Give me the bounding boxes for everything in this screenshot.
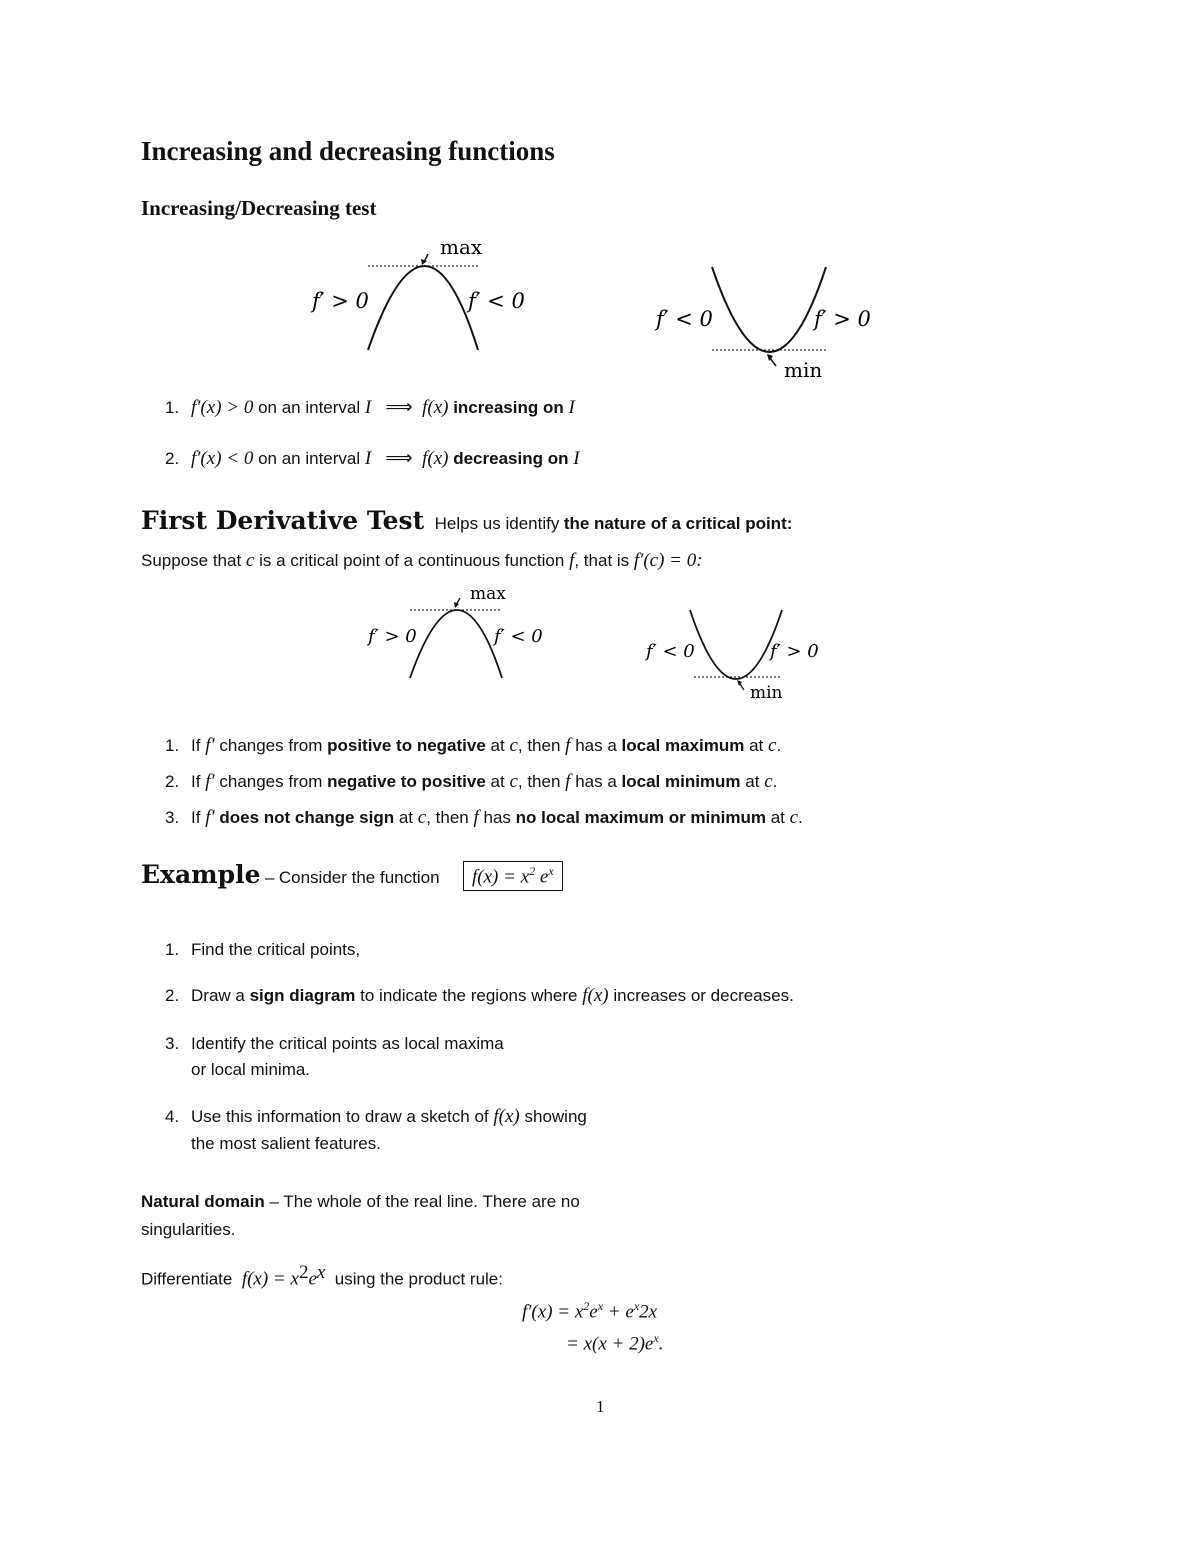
- text: If: [191, 808, 201, 827]
- eq-term: + e: [603, 1301, 634, 1323]
- dash: –: [264, 868, 275, 887]
- step-text: or local minima.: [191, 1060, 311, 1079]
- item-number: 1.: [165, 940, 180, 959]
- function-text: e: [308, 1268, 317, 1290]
- differentiate-line: [141, 1262, 503, 1291]
- interval-symbol: I: [573, 448, 580, 469]
- c-symbol: c: [509, 735, 518, 756]
- bold-text: negative to positive: [327, 772, 486, 791]
- bold-text: local maximum: [621, 736, 745, 755]
- min-curve: [690, 610, 782, 679]
- fdt-item-1: [165, 735, 781, 757]
- page-number: 1: [596, 1397, 605, 1416]
- text: at: [770, 808, 785, 827]
- max-curve: [410, 610, 502, 678]
- item-number: 1.: [165, 398, 180, 417]
- max-label: max: [440, 235, 483, 259]
- fp-pos-label: f′ > 0: [312, 289, 369, 313]
- text: at: [398, 808, 414, 827]
- interval-symbol: I: [364, 397, 372, 418]
- eq-term: 2x: [639, 1301, 658, 1323]
- equation: f′(c) = 0:: [633, 550, 703, 571]
- test-item-2: [165, 447, 580, 470]
- fp-neg-label-2: f′ < 0: [656, 307, 713, 331]
- item-number: 2.: [165, 772, 180, 791]
- exponent: x: [653, 1331, 659, 1345]
- function-text: f(x) = x: [241, 1268, 299, 1290]
- min-label: min: [750, 683, 783, 703]
- step-text: the most salient features.: [191, 1134, 381, 1153]
- fx: f(x): [422, 397, 449, 418]
- text: using the product rule:: [334, 1269, 503, 1289]
- f-symbol: f: [569, 550, 575, 571]
- eq-term: = x(x + 2)e: [566, 1333, 654, 1355]
- fdt-helps: Helps us identify: [434, 514, 560, 533]
- text: If: [191, 772, 201, 791]
- item-number: 2.: [165, 986, 180, 1005]
- c-symbol: c: [768, 735, 777, 756]
- fdt-item-3: [165, 807, 803, 829]
- exponent: x: [548, 864, 554, 878]
- text: Differentiate: [141, 1269, 233, 1289]
- f-symbol: f: [565, 735, 571, 756]
- step-text: increases or decreases.: [613, 986, 794, 1005]
- implies-symbol: ⟹: [385, 397, 413, 418]
- c-symbol: c: [764, 771, 773, 792]
- min-curve: [712, 267, 826, 352]
- derivative-line-1: [522, 1299, 657, 1323]
- text: has a: [575, 736, 617, 755]
- interval-symbol: I: [364, 448, 372, 469]
- step-text: Find the critical points,: [191, 940, 361, 959]
- fdt-heading: First Derivative Test: [141, 506, 425, 535]
- function-text: f(x) = x: [472, 866, 530, 888]
- fdt-suppose: [141, 550, 703, 572]
- text: has: [483, 808, 511, 827]
- page-title: Increasing and decreasing functions: [141, 136, 555, 166]
- derivative-line-2: [566, 1331, 663, 1355]
- c-symbol: c: [789, 807, 799, 828]
- min-parabola-graph-2: [644, 610, 819, 703]
- example-heading: Example: [141, 860, 261, 889]
- condition: f′(x) > 0: [191, 397, 254, 418]
- fp-pos-label-2: f′ > 0: [814, 307, 871, 331]
- function-text: e: [535, 866, 549, 888]
- f-symbol: f: [565, 771, 571, 792]
- fdt-item-2: [165, 771, 777, 793]
- eq-term: e: [589, 1301, 598, 1323]
- text: , then: [517, 736, 561, 755]
- fx: f(x): [582, 985, 609, 1006]
- test-item-1: [165, 396, 575, 419]
- bold-text: no local maximum or minimum: [515, 808, 766, 827]
- fdt-nature: the nature of a critical point:: [563, 514, 793, 533]
- max-parabola-graph: [310, 235, 525, 350]
- min-label: min: [784, 358, 823, 382]
- example-heading-line: [141, 860, 440, 889]
- item-number: 4.: [165, 1107, 180, 1126]
- step-text: Draw a: [191, 986, 245, 1005]
- item-text: on an interval: [258, 449, 361, 468]
- text: has a: [575, 772, 617, 791]
- text: If: [191, 736, 201, 755]
- example-function-box: [463, 861, 563, 891]
- text: changes from: [219, 736, 323, 755]
- fp-pos-label-2: f′ > 0: [770, 641, 819, 662]
- implies-symbol: ⟹: [385, 448, 413, 469]
- min-arrow: [770, 358, 776, 366]
- fdt-heading-line: [141, 506, 792, 535]
- max-parabola-graph-2: [366, 584, 543, 678]
- item-number: 3.: [165, 808, 180, 827]
- c-symbol: c: [245, 550, 255, 571]
- natural-domain: [141, 1188, 580, 1244]
- eq-term: .: [658, 1333, 664, 1355]
- fprime-symbol: f′: [205, 807, 215, 828]
- text: , then: [426, 808, 469, 827]
- text: , that is: [574, 551, 630, 570]
- text: .: [772, 772, 778, 791]
- text: is a critical point of a continuous function: [259, 551, 565, 570]
- fx: f(x): [422, 448, 449, 469]
- eq-term: x: [574, 1301, 584, 1323]
- fdt-graphs: [360, 580, 840, 705]
- item-text: on an interval: [258, 398, 361, 417]
- step-text: showing: [524, 1107, 587, 1126]
- step-text: to indicate the regions where: [360, 986, 578, 1005]
- max-label: max: [470, 584, 506, 604]
- step-3: [165, 1031, 504, 1083]
- consider-text: Consider the function: [278, 868, 440, 887]
- text: .: [798, 808, 803, 827]
- fp-neg-label: f′ < 0: [494, 626, 543, 647]
- fprime-symbol: f′: [205, 735, 215, 756]
- exponent: x: [633, 1299, 640, 1313]
- text: at: [745, 772, 760, 791]
- interval-symbol: I: [568, 397, 575, 418]
- fp-neg-label-2: f′ < 0: [646, 641, 695, 662]
- step-2: [165, 985, 794, 1007]
- exponent: x: [316, 1262, 326, 1283]
- exponent: 2: [529, 864, 536, 878]
- c-symbol: c: [417, 807, 427, 828]
- min-parabola-graph: [654, 267, 871, 382]
- section-subtitle: Increasing/Decreasing test: [141, 196, 377, 220]
- result-text: increasing on: [453, 398, 564, 417]
- f-symbol: f: [473, 807, 479, 828]
- exponent: 2: [298, 1262, 309, 1283]
- item-number: 3.: [165, 1034, 180, 1053]
- exponent: x: [597, 1299, 604, 1313]
- text: changes from: [219, 772, 323, 791]
- item-number: 1.: [165, 736, 180, 755]
- fp-neg-label: f′ < 0: [468, 289, 525, 313]
- inc-dec-graphs: [300, 232, 900, 382]
- text: at: [490, 772, 505, 791]
- eq-lhs: f′(x) =: [522, 1301, 571, 1323]
- step-text: Identify the critical points as local maxima: [191, 1034, 504, 1053]
- text: .: [776, 736, 782, 755]
- bold-text: positive to negative: [327, 736, 486, 755]
- c-symbol: c: [509, 771, 518, 792]
- bold-text: sign diagram: [249, 986, 356, 1005]
- result-text: decreasing on: [453, 449, 569, 468]
- text: at: [490, 736, 505, 755]
- domain-text: singularities.: [141, 1220, 236, 1239]
- fp-pos-label: f′ > 0: [368, 626, 417, 647]
- step-text: Use this information to draw a sketch of: [191, 1107, 489, 1126]
- domain-text: – The whole of the real line. There are no: [269, 1192, 580, 1211]
- step-4: [165, 1103, 587, 1157]
- fx: f(x): [493, 1106, 520, 1127]
- bold-text: local minimum: [621, 772, 741, 791]
- text: at: [749, 736, 764, 755]
- bold-text: does not change sign: [219, 808, 395, 827]
- text: Suppose that: [141, 551, 242, 570]
- exponent: 2: [583, 1299, 590, 1313]
- step-1: [165, 940, 360, 960]
- max-curve: [368, 266, 478, 350]
- item-number: 2.: [165, 449, 180, 468]
- text: , then: [517, 772, 561, 791]
- domain-label: Natural domain: [141, 1192, 265, 1211]
- condition: f′(x) < 0: [191, 448, 254, 469]
- fprime-symbol: f′: [205, 771, 215, 792]
